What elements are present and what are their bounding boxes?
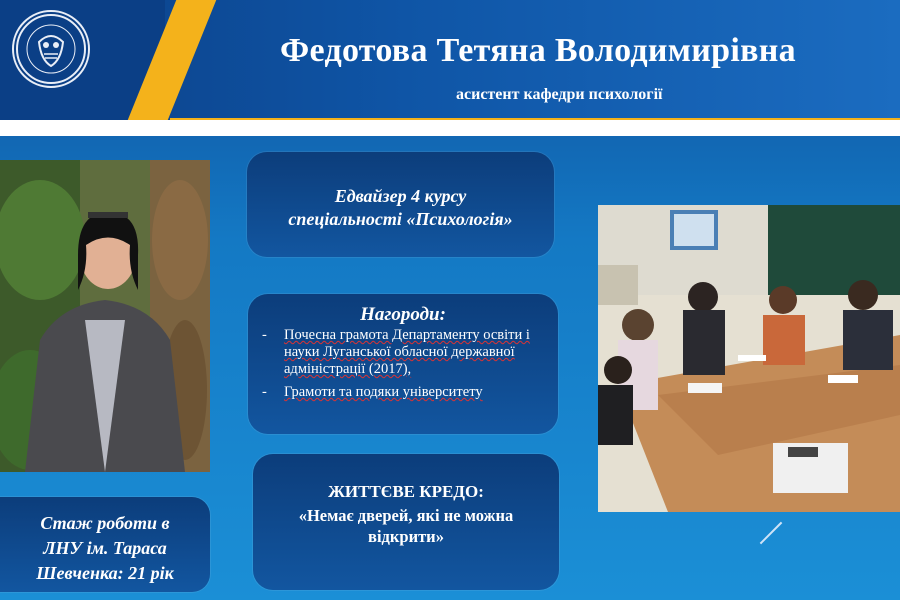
advisor-line-1: Едвайзер 4 курсу xyxy=(334,186,467,206)
portrait-photo xyxy=(0,160,210,472)
credo-box xyxy=(253,454,559,590)
awards-list xyxy=(262,327,552,401)
credo-heading: ЖИТТЄВЕ КРЕДО: xyxy=(328,482,484,501)
award-item: - Грамоти та подяки університету xyxy=(262,384,483,400)
experience-box xyxy=(0,497,210,592)
university-logo-icon xyxy=(12,10,90,88)
experience-line-2: ЛНУ ім. Тараса xyxy=(43,538,167,558)
white-band xyxy=(0,120,900,136)
advisor-line-2: спеціальності «Психологія» xyxy=(288,209,513,229)
person-name: Федотова Тетяна Володимирівна xyxy=(280,32,796,69)
person-position: асистент кафедри психології xyxy=(456,86,663,103)
award-item-text: Грамоти та подяки університету xyxy=(284,384,483,400)
credo-text: «Немає дверей, які не можна відкрити» xyxy=(298,506,514,546)
decorative-line xyxy=(760,522,783,545)
experience-line-3: Шевченка: 21 рік xyxy=(36,563,174,583)
award-item: - Почесна грамота Департаменту освіти і науки Луганської обласної державної адміністрації (2017), xyxy=(262,327,530,377)
group-photo xyxy=(598,205,900,512)
awards-heading: Нагороди: xyxy=(360,304,446,325)
advisor-box xyxy=(247,152,554,257)
awards-box xyxy=(248,294,558,434)
experience-line-1: Стаж роботи в xyxy=(40,513,170,533)
award-item-text: Почесна грамота Департаменту освіти і науки Луганської обласної державної адміністрації (2017), xyxy=(284,327,530,377)
